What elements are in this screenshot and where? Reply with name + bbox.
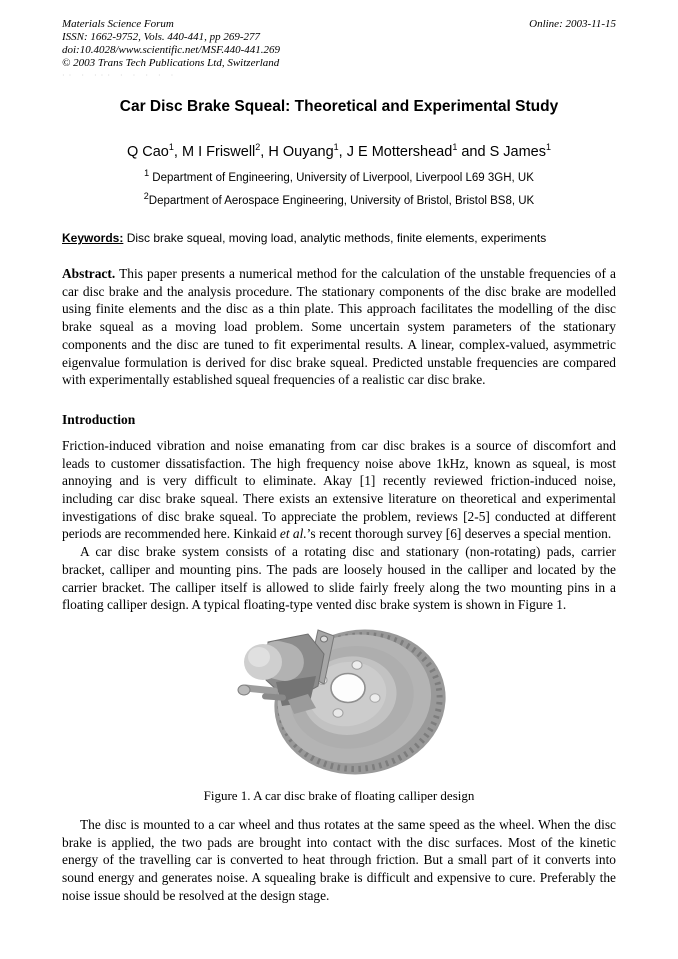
et-al-italic: et al. (279, 526, 307, 542)
paper-title: Car Disc Brake Squeal: Theoretical and Experimental Study (119, 98, 559, 115)
copyright-line: © 2003 Trans Tech Publications Ltd, Switzerland (62, 57, 280, 69)
introduction-paragraph-2: A car disc brake system consists of a rotating disc and stationary (non-rotating) pads, carrier bracket, calliper and mounting pins. The pads are loosely housed in the calliper and located by the carrier bracket. The calliper itself is allowed to slide fairly freely along the two mounting pins in a floating calliper design. A typical floating-type vented disc brake system is shown in Figure 1. (62, 544, 616, 613)
author-affiliation-mark: 1 (546, 142, 552, 153)
keywords-text: Disc brake squeal, moving load, analytic methods, finite elements, experiments (123, 231, 547, 245)
keywords-line (62, 231, 616, 246)
author-affiliation-mark: 1 (168, 142, 174, 153)
author-affiliation-mark: 1 (452, 142, 458, 153)
online-date: Online: 2003-11-15 (529, 18, 616, 30)
author: J E Mottershead$^1$ and (346, 142, 490, 160)
doi-line: doi:10.4028/www.scientific.net/MSF.440-441.269 (62, 44, 281, 56)
affiliation-liverpool: $^1$ Department of Engineering, University of Liverpool, Liverpool L69 3GH, UK (144, 168, 534, 184)
abstract-paragraph (62, 265, 616, 389)
author: H Ouyang$^1$, (268, 142, 347, 160)
journal-name: Materials Science Forum (62, 18, 174, 30)
brake-disc-illustration (232, 624, 447, 776)
author-affiliation-mark: 2 (255, 142, 261, 153)
author: M I Friswell$^2$, (181, 142, 269, 160)
abstract-label: Abstract. (62, 266, 116, 281)
figure-1-caption: Figure 1. A car disc brake of floating calliper design (203, 787, 475, 803)
author: S James$^1$ (489, 142, 552, 160)
author: Q Cao$^1$, (126, 142, 182, 160)
abstract-text: This paper presents a numerical method for the calculation of the unstable frequencies of a car disc brake and the analysis procedure. The stationary components of the disc brake are modelled using finite elements and the disc as a thin plate. This approach facilitates the modelling of the disc brake squeal as a moving load problem. Some uncertain system parameters of the stationary components and the disc are tuned to fit experimental results. A linear, complex-valued, asymmetric eigenvalue formulation is derived for disc brake squeal. Predicted unstable frequencies are compared with experimentally established squeal frequencies of a realistic car disc brake. (62, 266, 616, 388)
keywords-label: Keywords: (62, 231, 124, 245)
introduction-paragraph-1: Friction-induced vibration and noise emanating from car disc brakes is a source of discomfort and leads to customer dissatisfaction. The high frequency noise above 1kHz, known as squeal, is most annoying and is very difficult to eliminate. Akay [1] recently reviewed friction-induced noise, including car disc brake squeal. There exists an extensive literature on theoretical and experimental investigations of disc brake squeal. To appreciate the problem, reviews [2-5] conducted at different periods are recommended here. Kinkaid et al.’s recent thorough survey [6] deserves a special mention. (62, 437, 616, 542)
author-affiliation-mark: 1 (333, 142, 339, 153)
figure-1 (62, 624, 616, 804)
issn-line: ISSN: 1662-9752, Vols. 440-441, pp 269-277 (62, 31, 260, 43)
section-heading-introduction: Introduction (62, 411, 136, 427)
faded-header-remnant: ·· · ··· · · · · · (62, 72, 178, 80)
closing-paragraph: The disc is mounted to a car wheel and thus rotates at the same speed as the wheel. When the disc brake is applied, the two pads are brought into contact with the disc surfaces. Most of the kinetic energy of the travelling car is converted to heat through friction. But a small part of it converts into sound energy and generates noise. A squealing brake is difficult and expensive to cure. Preferably the noise issue should be resolved at the design stage. (62, 816, 616, 903)
journal-header-left (62, 18, 280, 70)
journal-header (62, 18, 616, 70)
author-line (62, 143, 616, 161)
affiliation-bristol: $^2$Department of Aerospace Engineering, University of Bristol, Bristol BS8, UK (143, 191, 535, 207)
